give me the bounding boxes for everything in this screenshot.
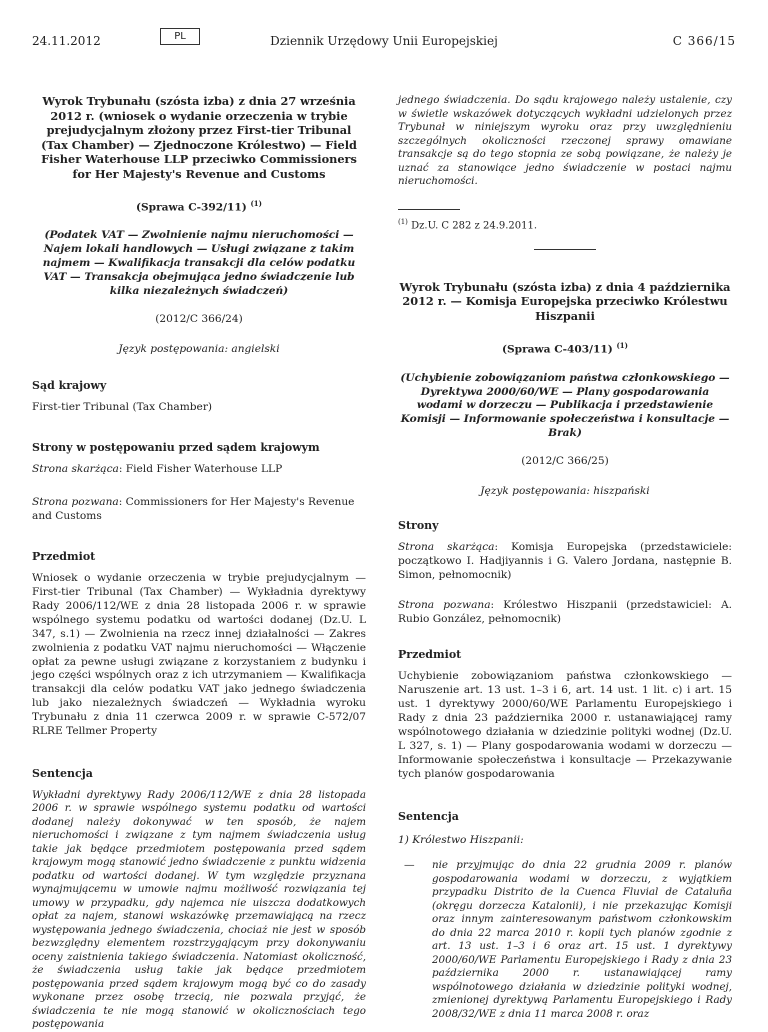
case-keywords: (Podatek VAT — Zwolnienie najmu nieruchomości — Najem lokali handlowych — Usługi związane z takim najmem — Kwalifikacja transakcji dla celów podatku VAT — Transakcja obejmująca jedno świadczenie lub kilka niezależnych świadczeń) xyxy=(42,229,356,298)
language-of-case-2: Język postępowania: hiszpański xyxy=(480,485,650,498)
section-heading-ruling: Sentencja xyxy=(32,767,93,780)
ruling-point xyxy=(398,859,732,1021)
page-header xyxy=(32,31,736,54)
case-number: (Sprawa C-392/11) $^{(1)}$ xyxy=(136,199,262,214)
journal-title: Dziennik Urzędowy Unii Europejskiej xyxy=(270,34,498,48)
applicant-2: Strona skarżąca: Komisja Europejska (przedstawiciele: początkowo I. Hadjiyannis i G. Valero Jordana, następnie B. Simon, pełnomocnik) xyxy=(398,540,732,581)
section-heading-parties: Strony w postępowaniu przed sądem krajowym xyxy=(32,440,320,454)
subject-text: Wniosek o wydanie orzeczenia w trybie prejudycjalnym — First-tier Tribunal (Tax Chamber) — Wykładnia dyrektywy Rady 2006/112/WE z dnia 28 listopada 2006 r. w sprawie wspólnego systemu podatku od wartości dodanej (Dz.U. L 347, s.1) — Zwolnienia na rzecz innej działalności — Zakres zwolnienia z podatku VAT najmu nieruchomości — Włączenie opłat za pewne usługi związane z korzystaniem z budynku i jego części wspólnych oraz z ich utrzymaniem — Kwalifikacja transakcji dla celów podatku VAT jako jednego świadczenia lub jako niezależnych świadczeń — Wykładnia wyroku Trybunału z dnia 11 czerwca 2009 r. w sprawie C-572/07 RLRE Tellmer Property xyxy=(32,572,366,738)
section-heading-court: Sąd krajowy xyxy=(32,378,107,392)
page-number: C 366/15 xyxy=(672,34,736,48)
section-heading-subject: Przedmiot xyxy=(32,550,96,564)
section-divider xyxy=(534,249,596,250)
defendant: Strona pozwana: Commissioners for Her Majesty's Revenue and Customs xyxy=(32,496,355,523)
judgment-heading: Wyrok Trybunału (szósta izba) z dnia 27 września 2012 r. (wniosek o wydanie orzeczenia w trybie prejudycjalnym złożony przez First-tier Tribunal (Tax Chamber) — Zjednoczone Królestwo) — Field Fisher Waterhouse LLP przeciwko Commissioners for Her Majesty's Revenue and Customs xyxy=(41,94,357,181)
right-column xyxy=(398,94,732,1021)
dash-marker: — xyxy=(404,859,415,872)
footnote-divider xyxy=(398,209,460,210)
section-heading-parties-2: Strony xyxy=(398,519,439,533)
header-date: 24.11.2012 xyxy=(32,34,101,48)
defendant-2: Strona pozwana: Królestwo Hiszpanii (przedstawiciel: A. Rubio González, pełnomocnik) xyxy=(398,598,732,625)
judgment-heading-2: Wyrok Trybunału (szósta izba) z dnia 4 października 2012 r. — Komisja Europejska przeciwko Królestwu Hiszpanii xyxy=(399,279,731,323)
referring-court: First-tier Tribunal (Tax Chamber) xyxy=(32,400,213,413)
oj-reference-2: (2012/C 366/25) xyxy=(521,455,609,468)
ruling-item-1: 1) Królestwo Hiszpanii: xyxy=(398,833,524,846)
footnote: $^{(1)}$ Dz.U. C 282 z 24.9.2011. xyxy=(398,217,538,231)
oj-reference: (2012/C 366/24) xyxy=(155,312,243,325)
ruling-text: Wykładni dyrektywy Rady 2006/112/WE z dnia 28 listopada 2006 r. w sprawie wspólnego systemu podatku od wartości dodanej należy dokonywać w ten sposób, że najem nieruchomości i związane z tym najmem świadczenia usług takie jak będące przedmiotem postępowania przed sądem krajowym mogą stanowić jedno świadczenie z punktu widzenia podatku od wartości dodanej. W tym względzie przyznana wynajmującemu w umowie najmu możliwość rozwiązania tej umowy w przypadku, gdy najemca nie uiszcza dodatkowych opłat za najem, stanowi wskazówkę przemawiającą na rzecz występowania jednego świadczenia, chociaż nie jest w sposób bezwzględny elementem rozstrzygającym przy dokonywaniu oceny zaistnienia takiego świadczenia. Natomiast okoliczność, że świadczenia usług takie jak będące przedmiotem postępowania przed sądem krajowym mogą być co do zasady wykonane przez osobę trzecią, nie pozwala przyjąć, że świadczenia te nie mogą stanowić w okolicznościach tego postępowania xyxy=(32,788,366,1031)
language-code-box: PL xyxy=(160,28,200,45)
case-number-2: (Sprawa C-403/11) $^{(1)}$ xyxy=(502,341,628,356)
section-heading-subject-2: Przedmiot xyxy=(398,648,462,662)
left-column xyxy=(32,94,366,1032)
ruling-point-text: nie przyjmując do dnia 22 grudnia 2009 r. planów gospodarowania wodami w dorzeczu, z wyjątkiem przypadku Distrito de la Cuenca Fluvial de Cataluña (okręgu dorzecza Katalonii), i nie przekazując Komisji oraz innym zainteresowanym państwom członkowskim do dnia 22 marca 2010 r. kopii tych planów zgodnie z art. 13 ust. 1–3 i 6 oraz art. 15 ust. 1 dyrektywy 2000/60/WE Parlamentu Europejskiego i Rady z dnia 23 października 2000 r. ustanawiającej ramy wspólnotowego działania w dziedzinie polityki wodnej, zmienionej dyrektywą Parlamentu Europejskiego i Rady 2008/32/WE z dnia 11 marca 2008 r. oraz xyxy=(432,859,732,1020)
section-heading-ruling-2: Sentencja xyxy=(398,809,459,823)
ruling-continuation: jednego świadczenia. Do sądu krajowego należy ustalenie, czy w świetle wskazówek dotyczących wykładni udzielonych przez Trybunał w niniejszym wyroku oraz przy uwzględnieniu szczególnych okoliczności rzeczonej sprawy omawiane transakcje są do tego stopnia ze sobą powiązane, że należy je uznać za stanowiące jedno świadczenie w postaci najmu nieruchomości. xyxy=(398,94,732,187)
language-of-case: Język postępowania: angielski xyxy=(118,342,280,355)
footnote-ref-2: (1) xyxy=(616,341,628,351)
applicant: Strona skarżąca: Field Fisher Waterhouse LLP xyxy=(32,462,283,475)
subject-text-2: Uchybienie zobowiązaniom państwa członkowskiego — Naruszenie art. 13 ust. 1–3 i 6, art. 14 ust. 1 lit. c) i art. 15 ust. 1 dyrektywy 2000/60/WE Parlamentu Europejskiego i Rady z dnia 23 października 2000 r. ustanawiającej ramy wspólnotowego działania w dziedzinie polityki wodnej (Dz.U. L 327, s. 1) — Plany gospodarowania wodami w dorzeczu — Informowanie społeczeństwa i konsultacje — Przekazywanie tych planów gospodarowania xyxy=(398,670,732,780)
case-keywords-2: (Uchybienie zobowiązaniom państwa członkowskiego — Dyrektywa 2000/60/WE — Plany gospodarowania wodami w dorzeczu — Publikacja i przedstawienie Komisji — Informowanie społeczeństwa i konsultacje — Brak) xyxy=(400,371,730,440)
footnote-ref: (1) xyxy=(250,199,262,208)
